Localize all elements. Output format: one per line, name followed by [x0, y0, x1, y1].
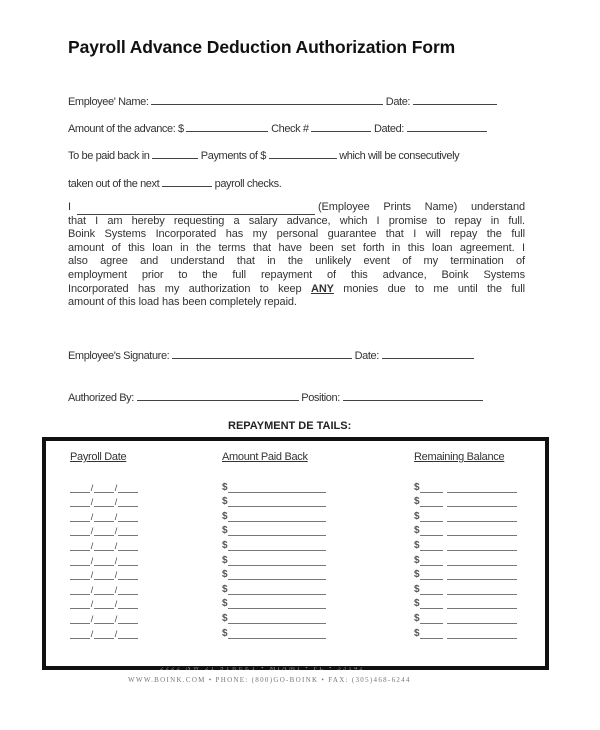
payroll-date-field[interactable]: / / [70, 493, 138, 508]
column-header-amount-paid: Amount Paid Back [222, 451, 308, 463]
remaining-balance-field[interactable]: $ [414, 580, 517, 595]
dated-label: Dated: [373, 123, 404, 135]
repayment-title: REPAYMENT DE TAILS: [228, 420, 352, 432]
agreement-text: monies due to me until the full [333, 282, 525, 295]
any-emphasis: ANY [310, 282, 334, 295]
remaining-balance-field[interactable]: $ [414, 551, 517, 566]
date-label: Date: [385, 96, 411, 108]
authorized-row [68, 390, 483, 404]
payroll-check-count-field[interactable] [162, 176, 212, 187]
remaining-balance-field[interactable]: $ [414, 478, 517, 493]
agreement-text: Incorporated has my authorization to keep [68, 282, 311, 295]
check-number-field[interactable] [311, 121, 371, 132]
amount-paid-field[interactable]: $ [222, 609, 326, 624]
agreement-prefix: I [68, 201, 71, 213]
signature-row [68, 348, 474, 362]
payroll-date-field[interactable]: / / [70, 624, 138, 639]
signature-date-field[interactable] [382, 348, 474, 359]
signature-field[interactable] [172, 348, 352, 359]
employee-print-name-field[interactable] [77, 203, 315, 215]
amount-row [68, 121, 487, 135]
form-title: Payroll Advance Deduction Authorization Form [68, 37, 456, 57]
amount-paid-field[interactable]: $ [222, 551, 326, 566]
payroll-date-field[interactable]: / / [70, 507, 138, 522]
payroll-date-field[interactable]: / / [70, 595, 138, 610]
payroll-date-field[interactable]: / / [70, 478, 138, 493]
payroll-date-field[interactable]: / / [70, 609, 138, 624]
agreement-line: employment prior to the full repayment of this advance, Boink Systems [68, 268, 525, 281]
remaining-balance-field[interactable]: $ [414, 595, 517, 610]
payments-of-label: Payments of $ [200, 150, 266, 162]
repayment-table [42, 437, 549, 670]
check-label: Check # [271, 123, 309, 135]
amount-paid-field[interactable]: $ [222, 566, 326, 581]
amount-paid-field[interactable]: $ [222, 522, 326, 537]
amount-field[interactable] [186, 121, 268, 132]
agreement-line: that I am hereby requesting a salary advance, which I promise to repay in full. [68, 214, 525, 227]
dated-field[interactable] [407, 121, 487, 132]
amount-paid-field[interactable]: $ [222, 507, 326, 522]
agreement-line: amount of this load has been completely repaid. [68, 296, 297, 309]
remaining-balance-field[interactable]: $ [414, 609, 517, 624]
taken-out-row [68, 176, 281, 190]
amount-column [222, 478, 326, 639]
position-label: Position: [301, 392, 340, 404]
payroll-date-column [70, 478, 138, 639]
column-header-remaining-balance: Remaining Balance [414, 451, 505, 463]
employee-name-row [68, 94, 497, 108]
amount-paid-field[interactable]: $ [222, 493, 326, 508]
amount-paid-field[interactable]: $ [222, 595, 326, 610]
date-field[interactable] [413, 94, 497, 105]
remaining-balance-field[interactable]: $ [414, 536, 517, 551]
remaining-balance-field[interactable]: $ [414, 566, 517, 581]
payment-amount-field[interactable] [269, 148, 337, 159]
payroll-date-field[interactable]: / / [70, 522, 138, 537]
consecutively-label: which will be consecutively [339, 150, 460, 162]
payback-row [68, 148, 459, 162]
payroll-date-field[interactable]: / / [70, 566, 138, 581]
footer-address: 2222 NW 21 STREET • MIAMI • FL • 33142 [160, 667, 365, 672]
agreement-line: amount of this loan in the terms that have been set forth in this loan agreement. I [68, 241, 525, 254]
remaining-balance-field[interactable]: $ [414, 624, 517, 639]
agreement-paragraph [68, 201, 525, 310]
paid-back-label: To be paid back in [68, 150, 150, 162]
payroll-date-field[interactable]: / / [70, 536, 138, 551]
payroll-checks-label: payroll checks. [214, 178, 282, 190]
amount-paid-field[interactable]: $ [222, 536, 326, 551]
authorized-by-field[interactable] [137, 390, 299, 401]
agreement-line: also agree and understand that in the unlikely event of my termination of [68, 255, 525, 268]
amount-paid-field[interactable]: $ [222, 478, 326, 493]
amount-label: Amount of the advance: $ [68, 123, 184, 135]
employee-name-field[interactable] [151, 94, 383, 105]
agreement-line: Boink Systems Incorporated has my personal guarantee that I will repay the full [68, 228, 525, 241]
signature-date-label: Date: [354, 350, 379, 362]
balance-column [414, 478, 517, 639]
remaining-balance-field[interactable]: $ [414, 507, 517, 522]
remaining-balance-field[interactable]: $ [414, 522, 517, 537]
column-header-payroll-date: Payroll Date [70, 451, 127, 463]
position-field[interactable] [343, 390, 483, 401]
taken-out-label: taken out of the next [68, 178, 160, 190]
agreement-line [68, 283, 525, 297]
employee-name-label: Employee' Name: [68, 96, 149, 108]
payroll-date-field[interactable]: / / [70, 551, 138, 566]
authorized-label: Authorized By: [68, 392, 134, 404]
signature-label: Employee's Signature: [68, 350, 170, 362]
amount-paid-field[interactable]: $ [222, 624, 326, 639]
remaining-balance-field[interactable]: $ [414, 493, 517, 508]
footer-contact: WWW.BOINK.COM • PHONE: (800)GO-BOINK • FAX: (305)468-6244 [128, 676, 411, 684]
payment-count-field[interactable] [152, 148, 198, 159]
prints-name-text: (Employee Prints Name) understand [317, 201, 525, 213]
payroll-date-field[interactable]: / / [70, 580, 138, 595]
amount-paid-field[interactable]: $ [222, 580, 326, 595]
